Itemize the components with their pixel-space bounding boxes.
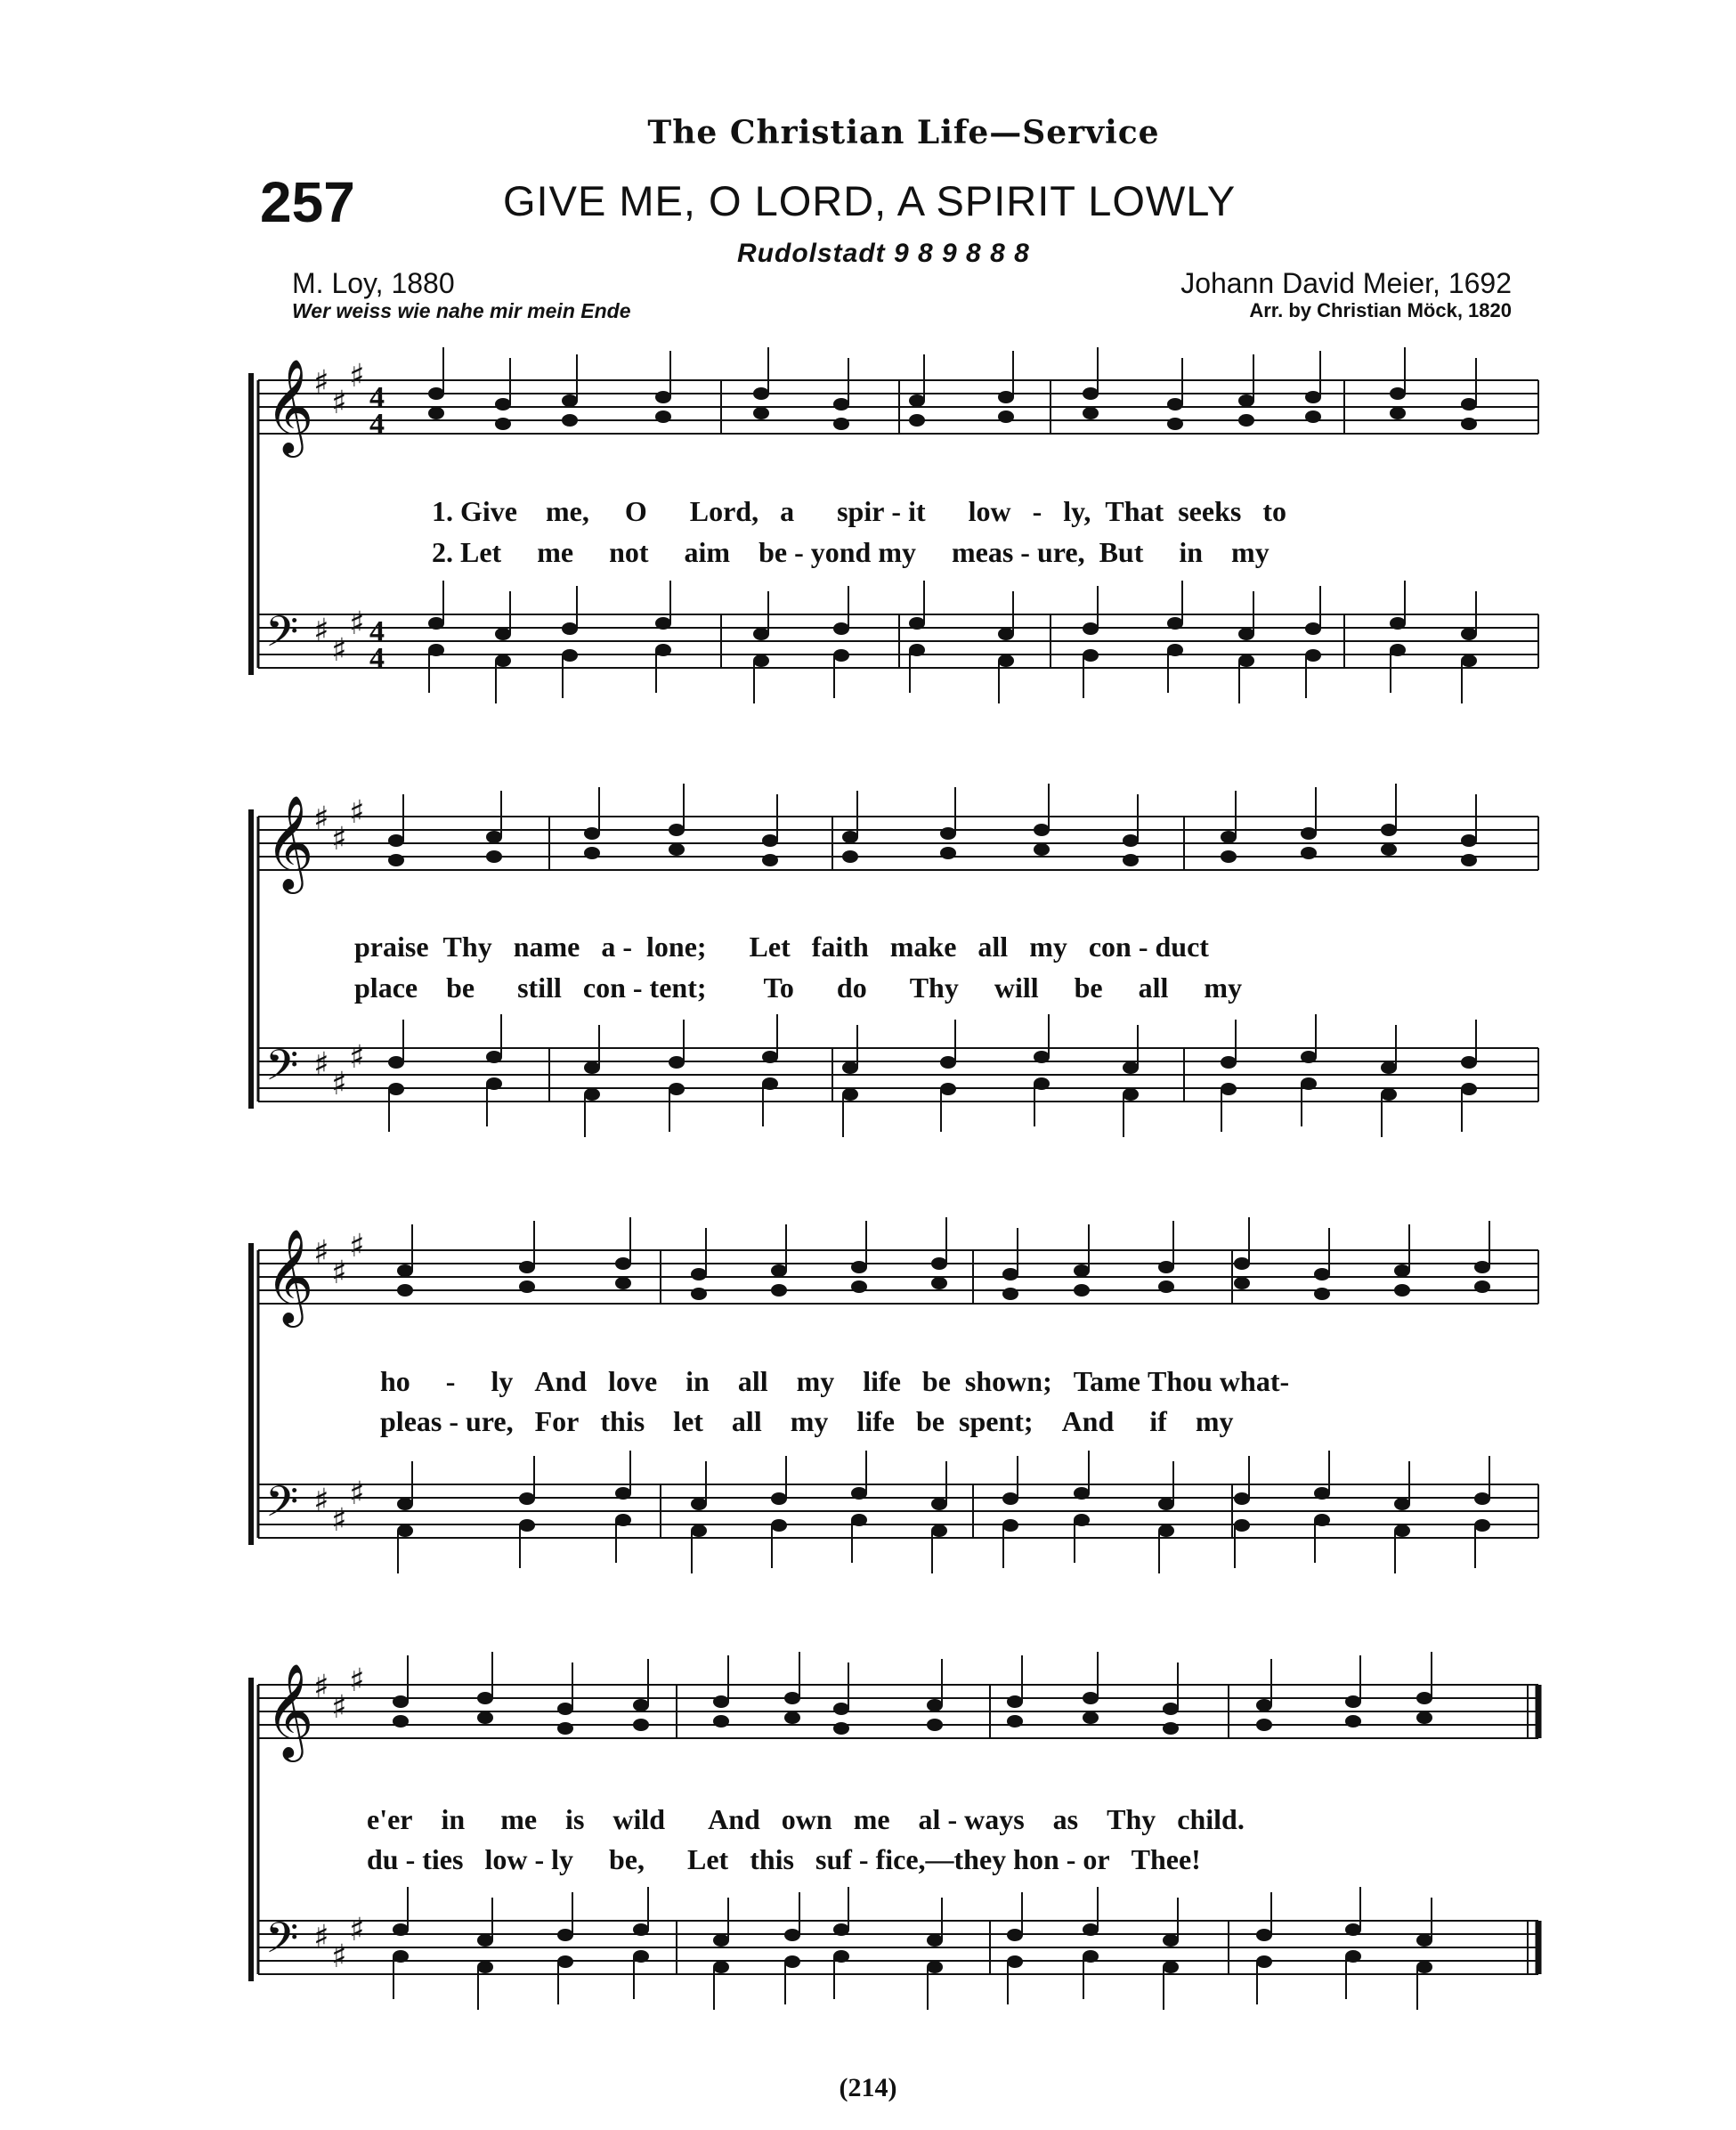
treble-clef-icon: 𝄞: [265, 358, 314, 453]
sharp-icon: ♯: [331, 632, 347, 669]
treble-note: [927, 1699, 943, 1711]
treble-note: [1461, 398, 1477, 411]
treble-note: [397, 1264, 413, 1277]
bass-note: [909, 644, 925, 656]
tune-name: Rudolstadt 9 8 9 8 8 8: [737, 239, 1030, 268]
bass-note: [753, 654, 769, 667]
bass-note: [833, 1950, 849, 1963]
section-heading: The Christian Life—Service: [647, 114, 1160, 151]
bass-note: [927, 1961, 943, 1973]
treble-note: [851, 1261, 867, 1273]
bass-note: [584, 1088, 600, 1101]
sharp-icon: ♯: [313, 1046, 329, 1083]
treble-note: [909, 394, 925, 407]
treble-note: [519, 1280, 535, 1293]
treble-note: [1221, 831, 1237, 843]
sharp-icon: ♯: [331, 1502, 347, 1539]
sharp-icon: ♯: [331, 821, 347, 858]
treble-note: [1394, 1264, 1410, 1277]
bass-note: [851, 1514, 867, 1526]
bass-note: [784, 1955, 800, 1968]
bass-note: [691, 1524, 707, 1537]
lyric-s4-v2: du - ties low - ly be, Let this suf - fice,—they hon - or Thee!: [367, 1843, 1201, 1875]
treble-note: [428, 407, 444, 419]
bass-note: [762, 1051, 778, 1063]
bass-note: [562, 649, 578, 662]
bass-note: [931, 1524, 947, 1537]
treble-note: [1238, 394, 1254, 407]
treble-note: [851, 1280, 867, 1293]
bass-note: [691, 1498, 707, 1510]
treble-note: [1123, 854, 1139, 866]
treble-note: [1416, 1711, 1432, 1724]
treble-note: [1083, 1711, 1099, 1724]
treble-note: [1345, 1695, 1361, 1708]
bass-note: [633, 1923, 649, 1936]
treble-note: [393, 1695, 409, 1708]
treble-note: [1238, 414, 1254, 427]
bass-note: [1305, 649, 1321, 662]
bass-note: [1238, 654, 1254, 667]
bass-note: [713, 1934, 729, 1947]
treble-note: [1163, 1722, 1179, 1735]
sharp-icon: ♯: [313, 1919, 329, 1955]
treble-note: [1305, 411, 1321, 423]
sharp-icon: ♯: [349, 1912, 365, 1948]
treble-note: [784, 1692, 800, 1704]
treble-note: [669, 824, 685, 836]
bass-note: [562, 622, 578, 635]
treble-note: [1083, 1692, 1099, 1704]
lyric-s2-v2: place be still con - tent; To do Thy will be all my: [354, 972, 1243, 1004]
bass-note: [428, 617, 444, 630]
page-number: (214): [839, 2073, 897, 2102]
bass-note: [584, 1061, 600, 1074]
treble-note: [1083, 407, 1099, 419]
treble-note: [931, 1277, 947, 1289]
sharp-icon: ♯: [349, 1039, 365, 1076]
bass-note: [833, 622, 849, 635]
treble-note: [562, 414, 578, 427]
bass-note: [615, 1487, 631, 1500]
bass-note: [388, 1083, 404, 1095]
sharp-icon: ♯: [349, 1476, 365, 1512]
bass-note: [1083, 622, 1099, 635]
treble-note: [615, 1277, 631, 1289]
treble-note: [519, 1261, 535, 1273]
bass-note: [753, 628, 769, 640]
bass-clef-icon: 𝄢: [265, 1040, 299, 1101]
treble-note: [1074, 1264, 1090, 1277]
bass-note: [1074, 1514, 1090, 1526]
treble-note: [1345, 1715, 1361, 1728]
treble-note: [1416, 1692, 1432, 1704]
bass-note: [1167, 617, 1183, 630]
sharp-icon: ♯: [349, 606, 365, 642]
sharp-icon: ♯: [313, 613, 329, 649]
bass-note: [1002, 1519, 1018, 1532]
treble-note: [1390, 387, 1406, 400]
bass-note: [998, 628, 1014, 640]
treble-note: [486, 831, 502, 843]
treble-note: [833, 418, 849, 430]
treble-note: [388, 854, 404, 866]
bass-note: [428, 644, 444, 656]
treble-note: [1002, 1288, 1018, 1300]
bass-note: [557, 1955, 573, 1968]
treble-note: [1007, 1715, 1023, 1728]
sharp-icon: ♯: [349, 1228, 365, 1264]
bass-note: [762, 1077, 778, 1090]
arranger: Arr. by Christian Möck, 1820: [1249, 299, 1512, 321]
bass-note: [1474, 1519, 1490, 1532]
bass-note: [1461, 654, 1477, 667]
treble-note: [1002, 1268, 1018, 1280]
bass-note: [1167, 644, 1183, 656]
lyric-s3-v2: pleas - ure, For this let all my life be spent; And if my: [380, 1405, 1234, 1437]
bass-note: [615, 1514, 631, 1526]
bass-note: [1221, 1083, 1237, 1095]
treble-note: [762, 854, 778, 866]
bass-note: [1221, 1056, 1237, 1069]
treble-note: [713, 1695, 729, 1708]
sharp-icon: ♯: [331, 1939, 347, 1975]
bass-note: [1345, 1950, 1361, 1963]
bass-note: [1007, 1929, 1023, 1941]
treble-note: [753, 407, 769, 419]
treble-note: [762, 834, 778, 847]
bass-note: [1474, 1492, 1490, 1505]
bass-note: [1158, 1498, 1174, 1510]
bass-note: [669, 1056, 685, 1069]
treble-note: [669, 843, 685, 856]
bass-note: [1007, 1955, 1023, 1968]
treble-note: [691, 1268, 707, 1280]
bass-note: [1123, 1088, 1139, 1101]
treble-note: [1301, 827, 1317, 840]
bass-note: [833, 1923, 849, 1936]
treble-note: [655, 391, 671, 403]
bass-note: [1394, 1524, 1410, 1537]
bass-note: [771, 1492, 787, 1505]
treble-note: [393, 1715, 409, 1728]
bass-note: [833, 649, 849, 662]
bass-note: [1314, 1487, 1330, 1500]
bass-note: [655, 617, 671, 630]
treble-note: [495, 418, 511, 430]
treble-note: [633, 1719, 649, 1731]
bass-note: [1314, 1514, 1330, 1526]
bass-note: [1416, 1961, 1432, 1973]
treble-note: [557, 1722, 573, 1735]
treble-note: [633, 1699, 649, 1711]
lyric-s1-v1: 1. Give me, O Lord, a spir - it low - ly, That seeks to: [432, 495, 1286, 527]
bass-note: [495, 654, 511, 667]
bass-note: [1345, 1923, 1361, 1936]
bass-note: [1256, 1955, 1272, 1968]
bass-note: [851, 1487, 867, 1500]
bass-note: [397, 1498, 413, 1510]
lyric-s2-v1: praise Thy name a - lone; Let faith make all my con - duct: [354, 931, 1209, 963]
treble-note: [477, 1692, 493, 1704]
bass-note: [1381, 1088, 1397, 1101]
bass-note: [1238, 628, 1254, 640]
treble-note: [1314, 1268, 1330, 1280]
bass-note: [1305, 622, 1321, 635]
hymn-number: 257: [260, 170, 355, 234]
sharp-icon: ♯: [313, 364, 329, 401]
treble-note: [1381, 843, 1397, 856]
bass-note: [842, 1061, 858, 1074]
treble-note: [998, 411, 1014, 423]
treble-note: [1158, 1280, 1174, 1293]
treble-note: [1381, 824, 1397, 836]
treble-note: [557, 1703, 573, 1715]
time-signature-bottom: 4: [369, 408, 385, 441]
bass-clef-icon: 𝄢: [265, 606, 299, 667]
treble-note: [1461, 418, 1477, 430]
treble-note: [784, 1711, 800, 1724]
treble-note: [1163, 1703, 1179, 1715]
bass-note: [1461, 1083, 1477, 1095]
sharp-icon: ♯: [349, 794, 365, 831]
treble-note: [1234, 1257, 1250, 1270]
bass-note: [1074, 1487, 1090, 1500]
bass-note: [388, 1056, 404, 1069]
treble-note: [1074, 1284, 1090, 1297]
bass-note: [931, 1498, 947, 1510]
treble-note: [584, 847, 600, 859]
treble-note: [562, 394, 578, 407]
sharp-icon: ♯: [313, 1234, 329, 1271]
composer: Johann David Meier, 1692: [1180, 267, 1512, 299]
bass-note: [397, 1524, 413, 1537]
bass-note: [1301, 1051, 1317, 1063]
sharp-icon: ♯: [349, 1663, 365, 1699]
sharp-icon: ♯: [331, 1255, 347, 1291]
bass-note: [1416, 1934, 1432, 1947]
treble-note: [1474, 1261, 1490, 1273]
treble-note: [655, 411, 671, 423]
author: M. Loy, 1880: [292, 267, 455, 299]
treble-note: [1461, 834, 1477, 847]
sharp-icon: ♯: [331, 385, 347, 421]
treble-note: [1301, 847, 1317, 859]
bass-note: [1301, 1077, 1317, 1090]
treble-note: [833, 1703, 849, 1715]
bass-note: [1256, 1929, 1272, 1941]
bass-note: [1381, 1061, 1397, 1074]
treble-note: [428, 387, 444, 400]
bass-note: [1083, 1950, 1099, 1963]
treble-clef-icon: 𝄞: [265, 1663, 314, 1758]
bass-note: [1123, 1061, 1139, 1074]
treble-note: [691, 1288, 707, 1300]
bass-note: [1034, 1051, 1050, 1063]
bass-note: [1158, 1524, 1174, 1537]
treble-note: [713, 1715, 729, 1728]
bass-note: [1234, 1492, 1250, 1505]
bass-note: [557, 1929, 573, 1941]
treble-note: [1167, 418, 1183, 430]
treble-note: [486, 850, 502, 863]
bass-note: [940, 1056, 956, 1069]
bass-note: [477, 1934, 493, 1947]
treble-note: [1256, 1699, 1272, 1711]
treble-note: [1158, 1261, 1174, 1273]
bass-note: [486, 1051, 502, 1063]
treble-note: [1034, 824, 1050, 836]
treble-note: [1474, 1280, 1490, 1293]
bass-note: [1234, 1519, 1250, 1532]
treble-note: [998, 391, 1014, 403]
treble-note: [931, 1257, 947, 1270]
bass-note: [1394, 1498, 1410, 1510]
bass-note: [1034, 1077, 1050, 1090]
treble-note: [1034, 843, 1050, 856]
bass-note: [1390, 644, 1406, 656]
treble-note: [833, 1722, 849, 1735]
bass-note: [495, 628, 511, 640]
treble-note: [1305, 391, 1321, 403]
bass-note: [393, 1923, 409, 1936]
bass-note: [486, 1077, 502, 1090]
bass-note: [927, 1934, 943, 1947]
treble-note: [1394, 1284, 1410, 1297]
bass-note: [1002, 1492, 1018, 1505]
treble-clef-icon: 𝄞: [265, 794, 314, 890]
time-signature-top: 4: [369, 615, 385, 648]
treble-note: [940, 847, 956, 859]
treble-note: [584, 827, 600, 840]
treble-note: [842, 850, 858, 863]
lyric-s1-v2: 2. Let me not aim be - yond my meas - ure, But in my: [432, 536, 1270, 568]
bass-note: [633, 1950, 649, 1963]
treble-note: [940, 827, 956, 840]
treble-note: [397, 1284, 413, 1297]
bass-note: [519, 1492, 535, 1505]
treble-note: [927, 1719, 943, 1731]
bass-note: [669, 1083, 685, 1095]
bass-note: [998, 654, 1014, 667]
treble-note: [1167, 398, 1183, 411]
treble-note: [1007, 1695, 1023, 1708]
lyric-s4-v1: e'er in me is wild And own me al - ways as Thy child.: [367, 1803, 1245, 1835]
treble-note: [771, 1284, 787, 1297]
treble-note: [1234, 1277, 1250, 1289]
treble-note: [1314, 1288, 1330, 1300]
treble-note: [495, 398, 511, 411]
bass-note: [842, 1088, 858, 1101]
bass-note: [519, 1519, 535, 1532]
treble-clef-icon: 𝄞: [265, 1228, 314, 1323]
lyric-s3-v1: ho - ly And love in all my life be shown; Tame Thou what-: [380, 1365, 1290, 1397]
treble-note: [833, 398, 849, 411]
treble-note: [615, 1257, 631, 1270]
sharp-icon: ♯: [331, 1689, 347, 1726]
treble-note: [477, 1711, 493, 1724]
treble-note: [842, 831, 858, 843]
bass-note: [909, 617, 925, 630]
treble-note: [771, 1264, 787, 1277]
time-signature-top: 4: [369, 381, 385, 414]
sharp-icon: ♯: [313, 1483, 329, 1519]
bass-note: [771, 1519, 787, 1532]
treble-note: [909, 414, 925, 427]
bass-note: [1163, 1934, 1179, 1947]
bass-note: [713, 1961, 729, 1973]
treble-note: [1256, 1719, 1272, 1731]
bass-note: [1083, 649, 1099, 662]
treble-note: [1461, 854, 1477, 866]
bass-clef-icon: 𝄢: [265, 1913, 299, 1973]
bass-note: [1163, 1961, 1179, 1973]
treble-note: [1221, 850, 1237, 863]
bass-clef-icon: 𝄢: [265, 1476, 299, 1537]
treble-note: [1390, 407, 1406, 419]
bass-note: [477, 1961, 493, 1973]
bass-note: [940, 1083, 956, 1095]
treble-note: [753, 387, 769, 400]
bass-note: [393, 1950, 409, 1963]
sharp-icon: ♯: [331, 1066, 347, 1102]
sharp-icon: ♯: [313, 801, 329, 837]
bass-note: [784, 1929, 800, 1941]
bass-note: [1083, 1923, 1099, 1936]
sharp-icon: ♯: [349, 358, 365, 394]
bass-note: [655, 644, 671, 656]
time-signature-bottom: 4: [369, 642, 385, 675]
treble-note: [1083, 387, 1099, 400]
bass-note: [1390, 617, 1406, 630]
treble-note: [1123, 834, 1139, 847]
sharp-icon: ♯: [313, 1669, 329, 1705]
treble-note: [388, 834, 404, 847]
bass-note: [1461, 628, 1477, 640]
original-title: Wer weiss wie nahe mir mein Ende: [292, 299, 631, 322]
hymn-title: GIVE ME, O LORD, A SPIRIT LOWLY: [503, 177, 1237, 224]
bass-note: [1461, 1056, 1477, 1069]
